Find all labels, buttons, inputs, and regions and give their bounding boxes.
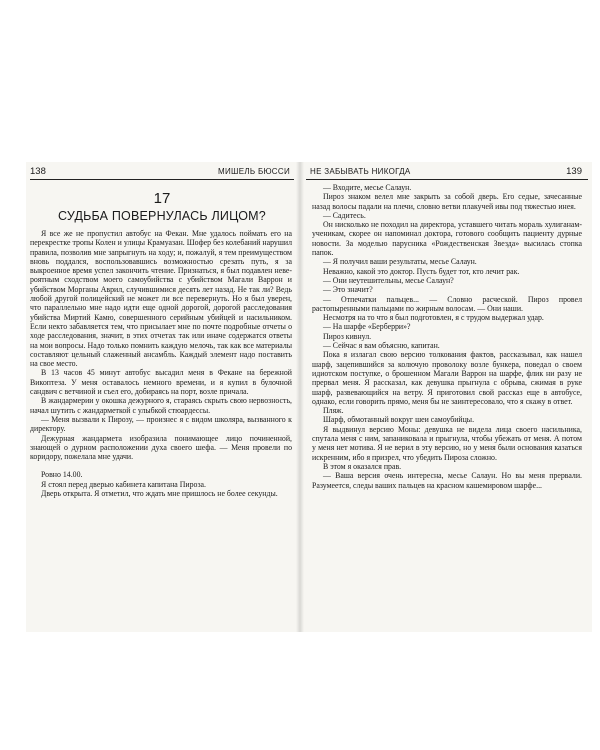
paragraph: — Сейчас я вам объясню, капитан. bbox=[323, 341, 440, 351]
chapter-title: СУДЬБА ПОВЕРНУЛАСЬ ЛИЦОМ? bbox=[58, 209, 266, 223]
paragraph: Неважно, какой это доктор. Пусть будет тот, кто лечит рак. bbox=[323, 266, 520, 276]
paragraph: В жандармерии у окошка дежурного я, стараясь скрыть свою нервозность, начал шутить с жандарметкой с улыбкой стюардессы. bbox=[30, 396, 292, 415]
paragraph: Несмотря на то что я был подготовлен, я с трудом выдержал удар. bbox=[323, 313, 544, 323]
paragraph: В этом я оказался прав. bbox=[323, 461, 402, 471]
paragraph: — Отпечатки пальцев... — Словно расческой. Пироз провел растопыренными пальцами по жирным волосам. — Они наши. bbox=[312, 294, 582, 313]
paragraph: Я все же не пропустил автобус на Фекан. Мне удалось поймать его на перекрестке тропы Колен и улицы Крамуазан. Шофер без колебаний нарушил правила, позволив мне запрыгнуть на ходу; и, пожалуй, я тем преимуществом вновь поддался, воспользовавшись возможностью срезать путь, я за выкроенное время успел закончить чтение. Признаться, я был подавлен невероятным сходством моего самоубийства с убийством Магали Варрон и убийством Морганы Аврил, случившимися десять лет назад. Не так ли? Ведь любой другой полицейский не может ли все перевернуть. Но я был уверен, что параллельно мне надо идти еще одной дорогой, дорогой расследования убийства Миртий Камю, совершенного серийным убийцей и насильником. Если некто забавляется тем, что присылает мне по почте подробные отчеты о ходе расследования, значит, в этих отчетах так или иначе содержатся ответы на мои вопросы. Надо только помнить каждую мелочь, так как все материалы составляют цельный слаженный ансамбль. Каждый элемент надо поставить на свое место. bbox=[30, 229, 292, 369]
left-running-head-title: МИШЕЛЬ БЮССИ bbox=[218, 167, 290, 176]
right-running-head-title: НЕ ЗАБЫВАТЬ НИКОГДА bbox=[310, 167, 411, 176]
paragraph: Ровно 14.00. bbox=[41, 470, 83, 480]
left-page-number: 138 bbox=[30, 166, 46, 177]
right-running-header bbox=[306, 162, 588, 180]
paragraph: — Садитесь. bbox=[323, 210, 366, 220]
paragraph: Дверь открыта. Я отметил, что ждать мне пришлось не более секунды. bbox=[41, 489, 278, 499]
paragraph: Пляж. bbox=[323, 406, 344, 416]
paragraph: Шарф, обмотанный вокруг шеи самоубийцы. bbox=[323, 415, 475, 425]
left-page bbox=[30, 162, 294, 632]
paragraph: Пироз знаком велел мне закрыть за собой дверь. Его седые, зачесанные назад волосы падали на плечи, словно ветви плакучей ивы под тяжестью инея. bbox=[312, 192, 582, 211]
paragraph: — Меня вызвали к Пирозу, — произнес я с видом школяра, вызванного к директору. bbox=[30, 414, 292, 434]
paragraph: — Они неутешительны, месье Салаун? bbox=[323, 275, 454, 285]
paragraph: Я стоял перед дверью кабинета капитана Пироза. bbox=[41, 479, 206, 489]
right-page-text bbox=[306, 180, 588, 490]
paragraph: Он нисколько не походил на директора, уставшего читать мораль хулиганам-ученикам, скорее он напоминал доктора, готового сообщить пациенту дурные новости. За моделью парусника «Рождественская Звезда» высилась стопка папок. bbox=[312, 220, 582, 258]
left-running-header bbox=[30, 162, 294, 180]
paragraph: Я выдвинул версию Моны: девушка не видела лица своего насильника, спутала меня с ним, запаниковала и прыгнула, чтобы убежать от меня. А потом у меня нет мотива. Я не верил в эту версию, но у меня были основания казаться искренним, ибо я призрел, что убедить Пироза сложно. bbox=[312, 424, 582, 462]
chapter-number: 17 bbox=[153, 190, 171, 207]
paragraph: Пока я излагал свою версию толкования фактов, рассказывал, как нашел шарф, зацепившийся за колючую проволоку возле бункера, поведал о своем идиотском поступке, о брошенном Магали Варрон на шарфе, флик ни разу не прервал меня. Я рассказал, как девушка прыгнула с обрыва, сжимая в руке шарф, развевающийся на ветру. Я приготовил свой рассказ еще в автобусе, однако, если говорить прямо, меня бы не заинтересовало, что я скажу в ответ. bbox=[312, 350, 582, 406]
paragraph: — Я получил ваши результаты, месье Салаун. bbox=[323, 257, 477, 267]
right-page-number: 139 bbox=[566, 166, 582, 177]
paragraph: — Входите, месье Салаун. bbox=[323, 183, 412, 192]
paragraph: — Ваша версия очень интересна, месье Салаун. Но вы меня прервали. Разумеется, следы ваших пальцев на красном кашемировом шарфе... bbox=[312, 471, 582, 490]
book-gutter bbox=[296, 162, 304, 632]
paragraph: — На шарфе «Берберри»? bbox=[323, 322, 411, 332]
right-page bbox=[306, 162, 588, 632]
paragraph: Пироз кивнул. bbox=[323, 331, 372, 341]
paragraph: — Это значит? bbox=[323, 285, 373, 295]
paragraph: В 13 часов 45 минут автобус высадил меня в Фекане на бережной Викоптеза. У меня оставалось немного времени, и я купил в булочной сандвич с ветчиной и съел его, добираясь на порт, возле причала. bbox=[30, 368, 292, 397]
left-page-text bbox=[30, 229, 294, 498]
paragraph: Дежурная жандармета изобразила понимающее лицо починенной, знающей о дурном расположении духа своего шефа. — Меня провели по коридору, пожелала мне удачи. bbox=[30, 433, 292, 462]
